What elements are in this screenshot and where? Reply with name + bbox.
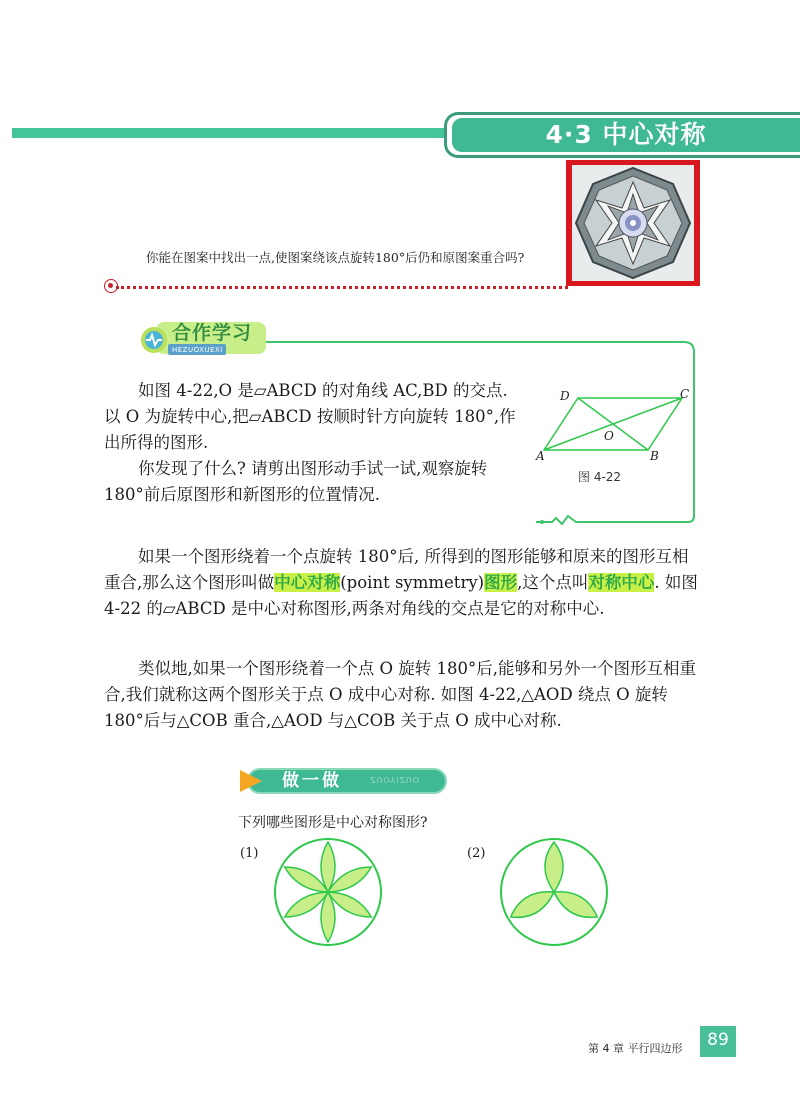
figure-label-1: (1) [240,846,259,861]
six-petal-flower-figure [272,836,384,948]
definition-paragraph [104,544,700,622]
definition-text-c: ,这个点叫 [517,573,589,592]
three-petal-flower-figure [498,836,610,948]
point-label-D: D [560,389,570,403]
term-figure: 图形 [484,573,518,592]
page-number: 89 [700,1026,736,1054]
figure-caption: 图 4-22 [578,470,622,484]
do-it-pinyin: ZUOYIZUO [370,775,421,784]
definition-text-b: (point symmetry) [340,573,485,592]
term-symmetry-center: 对称中心 [588,573,655,592]
point-label-O: O [604,429,614,443]
cooperative-paragraph-1: 如图 4-22,O 是▱ABCD 的对角线 AC,BD 的交点. 以 O 为旋转中心,把▱ABCD 按顺时针方向旋转 180°,作出所得的图形. [104,381,516,452]
rosette-pattern-image [566,160,700,286]
do-it-question: 下列哪些图形是中心对称图形? [238,815,428,831]
section-title: 4·3 中心对称 [545,120,707,149]
figure-4-22-parallelogram [530,384,696,466]
point-label-C: C [680,387,690,401]
point-label-B: B [650,449,659,463]
cooperative-label: 合作学习 [172,322,253,344]
definition-text-d: . 如图 4-22 的▱ABCD 是中心对称图形,两条对角线的交点是它的对称中心. [104,573,698,618]
cooperative-paragraph-2: 你发现了什么? 请剪出图形动手试一试,观察旋转 180°前后原图形和新图形的位置情况. [104,459,488,504]
figure-label-2: (2) [467,846,486,861]
header-rule [12,128,452,138]
intro-question: 你能在图案中找出一点,使图案绕该点旋转180°后仍和原图案重合吗? [146,250,525,265]
cooperative-pinyin: HEZUOXUEXI [172,346,223,354]
do-it-label: 做一做 [282,771,342,791]
footer-chapter: 第 4 章 平行四边形 [588,1042,683,1055]
definition-text-a: 如果一个图形绕着一个点旋转 180°后, 所得到的图形能够和原来的图形互相重合,那么这个图形叫做 [104,547,689,592]
similar-paragraph: 类似地,如果一个图形绕着一个点 O 旋转 180°后,能够和另外一个图形互相重合,我们就称这两个图形关于点 O 成中心对称. 如图 4-22,△AOD 绕点 O 旋转 180°后与△COB 重合,△AOD 与△COB 关于点 O 成中心对称. [104,659,696,730]
term-center-symmetry: 中心对称 [274,573,341,592]
dotted-divider [116,286,568,289]
page-number-underline [700,1054,736,1057]
point-label-A: A [536,449,545,463]
